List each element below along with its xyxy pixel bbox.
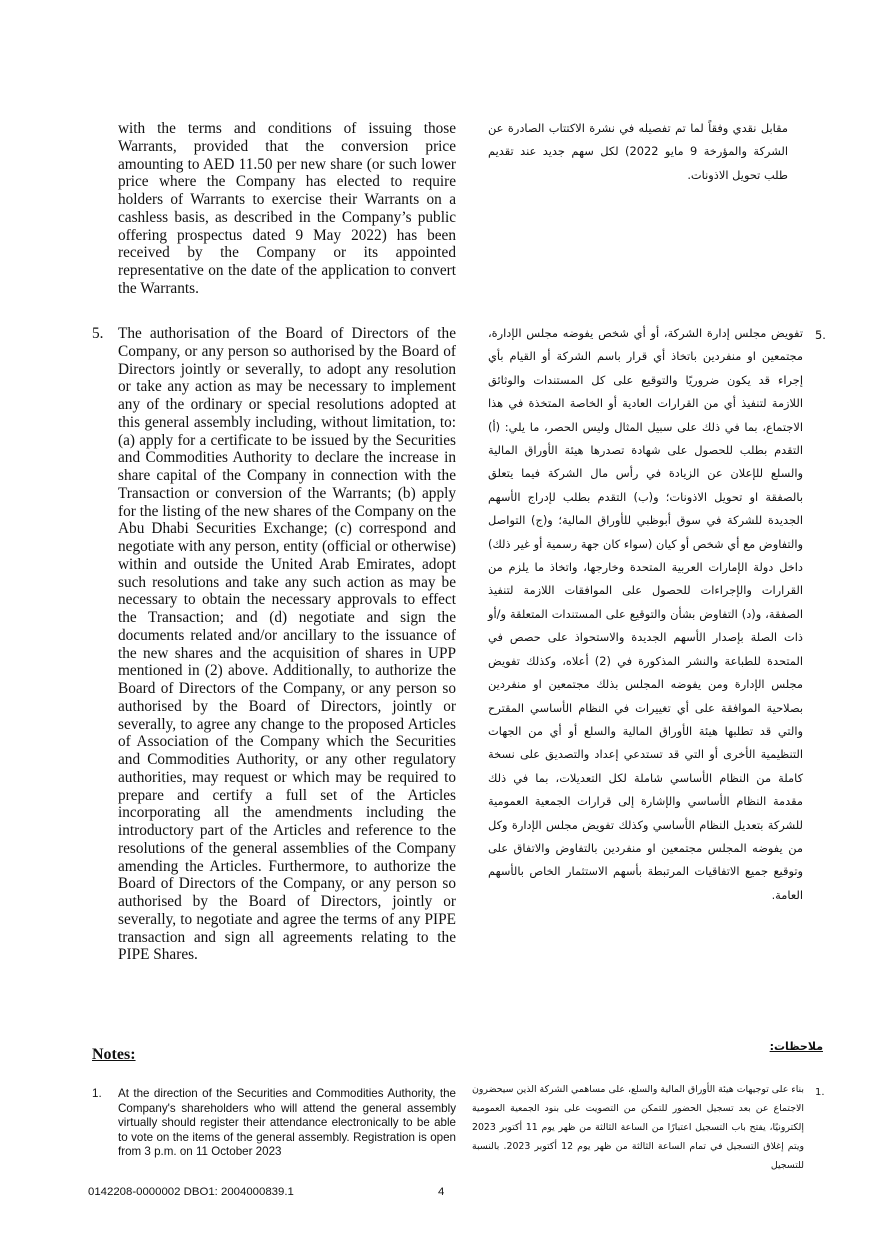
english-continuation-paragraph: with the terms and conditions of issuing those Warrants, provided that the conversion price amounting to AED 11.50 per new share (or such lower price where the Company has elected to require holders of Warrants to exercise their Warrants on a cashless basis, as described in the Company’s public offering prospectus dated 9 May 2022) has been received by the Company or its appointed representative on the date of the application to convert the Warrants. (118, 120, 456, 297)
english-item-5-number: 5. (92, 325, 104, 342)
arabic-item-5-paragraph: تفويض مجلس إدارة الشركة، أو أي شخص يفوضه مجلس الإدارة، مجتمعين او منفردين باتخاذ أي قرار باسم الشركة أو القيام بأي إجراء قد يكون ضروريًا والتوقيع على كل المستندات والوثائق اللازمة لتنفيذ أي من القرارات العادية أو الخاصة المتخذة في هذا الاجتماع، بما في ذلك على سبيل المثال وليس الحصر، ما يلي: (أ) التقدم بطلب للحصول على شهادة تصدرها هيئة الأوراق المالية والسلع للإعلان عن الزيادة في رأس مال الشركة فيما يتعلق بالصفقة او تحويل الاذونات؛ و(ب) التقدم بطلب لإدراج الأسهم الجديدة للشركة في سوق أبوظبي للأوراق المالية؛ و(ج) التواصل والتفاوض مع أي شخص أو كيان (سواء كان جهة رسمية أو غير ذلك) داخل دولة الإمارات العربية المتحدة وخارجها، واتخاذ ما يلزم من القرارات والإجراءات للحصول على الموافقات اللازمة لتنفيذ الصفقة، و(د) التفاوض بشأن والتوقيع على المستندات المتعلقة و/أو ذات الصلة بإصدار الأسهم الجديدة والاستحواذ على حصص في المتحدة للطباعة والنشر المذكورة في (2) أعلاه، وكذلك تفويض مجلس الإدارة ومن يفوضه المجلس بذلك مجتمعين او منفردين بصلاحية الموافقة على أي تغييرات في النظام الأساسي المقترح والتي قد تطلبها هيئة الأوراق المالية والسلع أو أي من الجهات التنظيمية الأخرى أو التي قد تستدعي إعداد والتصديق على نسخة كاملة من النظام الأساسي شاملة لكل التعديلات، بما في ذلك مقدمة النظام الأساسي والإشارة إلى قرارات الجمعية العمومية للشركة بتعديل النظام الأساسي وكذلك تفويض مجلس الإدارة وكل من يفوضه المجلس مجتمعين او منفردين بالتفاوض والاتفاق على وتوقيع جميع الاتفاقيات المرتبطة بأسهم الاستثمار الخاص بالأسهم العامة. (488, 326, 803, 902)
arabic-continuation-paragraph: مقابل نقدي وفقاً لما تم تفصيله في نشرة الاكتتاب الصادرة عن الشركة والمؤرخة 9 مايو 2022) لكل سهم جديد عند تقديم طلب تحويل الاذونات. (488, 121, 789, 182)
notes-heading-arabic: ملاحظات: (769, 1040, 823, 1053)
english-item-5-paragraph: The authorisation of the Board of Directors of the Company, or any person so authorised by the Board of Directors jointly or severally, to adopt any resolution or take any action as may be necessary to implement any of the ordinary or special resolutions adopted at this general assembly including, without limitation, to: (a) apply for a certificate to be issued by the Securities and Commodities Authority to declare the increase in share capital of the Company in connection with the Transaction or conversion of the Warrants; (b) apply for the listing of the new shares of the Company on the Abu Dhabi Securities Exchange; (c) correspond and negotiate with any person, entity (official or otherwise) within and outside the United Arab Emirates, adopt such resolutions and take any such action as may be necessary to obtain the necessary approvals to effect the Transaction; and (d) negotiate and sign the documents related and/or ancillary to the issuance of the new shares and the acquisition of shares in UPP mentioned in (2) above. Additionally, to authorize the Board of Directors of the Company, or any person so authorised by the Board of Directors, jointly or severally, to agree any change to the proposed Articles of Association of the Company which the Securities and Commodities Authority, or any other regulatory authorities, may request or which may be required to prepare and certify a full set of the Articles incorporating all the amendments including the introductory part of the Articles and reference to the resolutions of the general assemblies of the Company amending the Articles. Furthermore, to authorize the Board of Directors of the Company, or any person so authorised by the Board of Directors, jointly or severally, to negotiate and agree the terms of any PIPE transaction and sign all agreements relating to the PIPE Shares. (118, 325, 456, 964)
arabic-note-1-paragraph: بناء على توجيهات هيئة الأوراق المالية والسلع، على مساهمي الشركة الذين سيحضرون الاجتماع عن بعد تسجيل الحضور للتمكن من التصويت على بنود الجمعية العمومية إلكترونيًا، يفتح باب التسجيل اعتبارًا من الساعة الثالثة من ظهر يوم 11 أكتوبر 2023 ويتم إغلاق التسجيل في تمام الساعة الثالثة من ظهر يوم 12 أكتوبر 2023. بالنسبة للتسجيل (472, 1084, 805, 1171)
arabic-item-5-number: 5. (815, 328, 826, 342)
document-reference: 0142208-0000002 DBO1: 2004000839.1 (88, 1186, 294, 1198)
page-number: 4 (438, 1186, 445, 1198)
arabic-note-1-number: 1. (815, 1087, 825, 1098)
english-note-1-paragraph: At the direction of the Securities and Commodities Authority, the Company's shareholders who will attend the general assembly virtually should register their attendance electronically to be able to vote on the items of the general assembly. Registration is open from 3 p.m. on 11 October 2023 (118, 1087, 456, 1159)
notes-heading-english: Notes: (92, 1046, 136, 1063)
english-note-1-number: 1. (92, 1087, 102, 1100)
